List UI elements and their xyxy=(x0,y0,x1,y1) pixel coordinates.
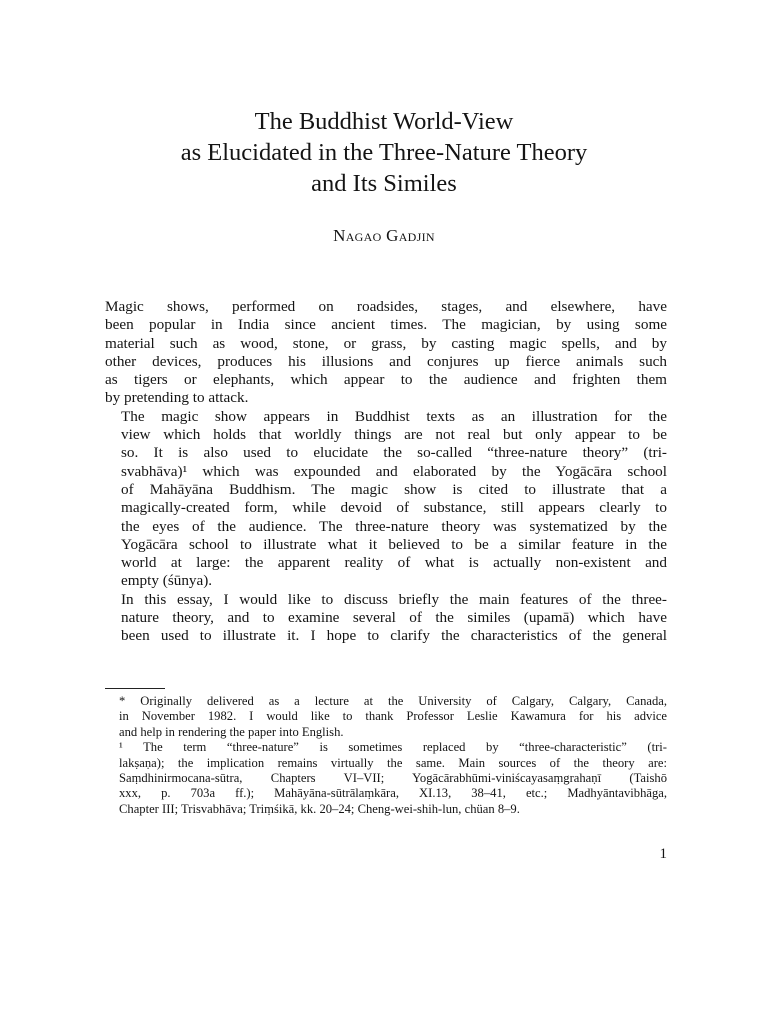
paragraph-1 xyxy=(105,298,667,408)
body-text xyxy=(105,298,667,646)
text-line: Chapter III; Trisvabhāva; Triṃśikā, kk. 20–24; Cheng-wei-shih-lun, chüan 8–9. xyxy=(119,801,520,816)
text-line: so. It is also used to elucidate the so-called “three-nature theory” (tri- xyxy=(121,444,667,462)
footnote-1 xyxy=(105,740,667,817)
author-name: Nagao Gadjin xyxy=(333,226,435,245)
text-line: the eyes of the audience. The three-nature theory was systematized by the xyxy=(121,517,667,535)
text-line: lakṣaṇa); the implication remains virtually the same. Main sources of the theory are: xyxy=(119,755,667,770)
paragraph-3 xyxy=(105,591,667,646)
text-line: by pretending to attack. xyxy=(105,389,249,407)
text-line: magically-created form, while devoid of substance, still appears clearly to xyxy=(121,499,667,517)
text-line: material such as wood, stone, or grass, by casting magic spells, and by xyxy=(105,334,667,352)
text-line: * Originally delivered as a lecture at the University of Calgary, Calgary, Canada, xyxy=(119,694,667,708)
text-line: world at large: the apparent reality of what is actually non-existent and xyxy=(121,554,667,572)
text-line: In this essay, I would like to discuss briefly the main features of the three- xyxy=(121,590,667,608)
text-line: Magic shows, performed on roadsides, stages, and elsewhere, have xyxy=(105,298,667,315)
footnote-star xyxy=(105,694,667,740)
text-line: svabhāva)¹ which was expounded and elaborated by the Yogācāra school xyxy=(121,462,667,480)
title-line-3: and Its Similes xyxy=(311,170,457,197)
text-line: of Mahāyāna Buddhism. The magic show is cited to illustrate that a xyxy=(121,480,667,498)
page-number: 1 xyxy=(659,846,667,862)
text-line: other devices, produces his illusions and conjures up fierce animals such xyxy=(105,352,667,370)
text-line: been popular in India since ancient times. The magician, by using some xyxy=(105,316,667,334)
footnotes xyxy=(105,694,667,817)
text-line: in November 1982. I would like to thank Professor Leslie Kawamura for his advice xyxy=(119,709,667,724)
text-line: ¹ The term “three-nature” is sometimes replaced by “three-characteristic” (tri- xyxy=(119,740,667,755)
text-line: view which holds that worldly things are not real but only appear to be xyxy=(121,426,667,444)
text-line: empty (śūnya). xyxy=(121,572,213,590)
text-line: The magic show appears in Buddhist texts as an illustration for the xyxy=(121,407,667,425)
title-line-2: as Elucidated in the Three-Nature Theory xyxy=(180,139,588,166)
text-line: Yogācāra school to illustrate what it believed to be a similar feature in the xyxy=(121,535,667,553)
text-line: and help in rendering the paper into English. xyxy=(119,724,344,739)
footnote-divider xyxy=(105,688,165,689)
text-line: been used to illustrate it. I hope to clarify the characteristics of the general xyxy=(121,627,667,645)
title-line-1: The Buddhist World-View xyxy=(254,108,514,135)
text-line: xxx, p. 703a ff.); Mahāyāna-sūtrālaṃkāra, XI.13, 38–41, etc.; Madhyāntavibhāga, xyxy=(119,786,667,801)
text-line: as tigers or elephants, which appear to the audience and frighten them xyxy=(105,371,667,389)
text-line: Saṃdhinirmocana-sūtra, Chapters VI–VII; Yogācārabhūmi-viniścayasaṃgrahaṇī (Taishō xyxy=(119,771,667,786)
paragraph-2 xyxy=(105,408,667,591)
text-line: nature theory, and to examine several of the similes (upamā) which have xyxy=(121,609,667,627)
article-title xyxy=(0,106,768,199)
